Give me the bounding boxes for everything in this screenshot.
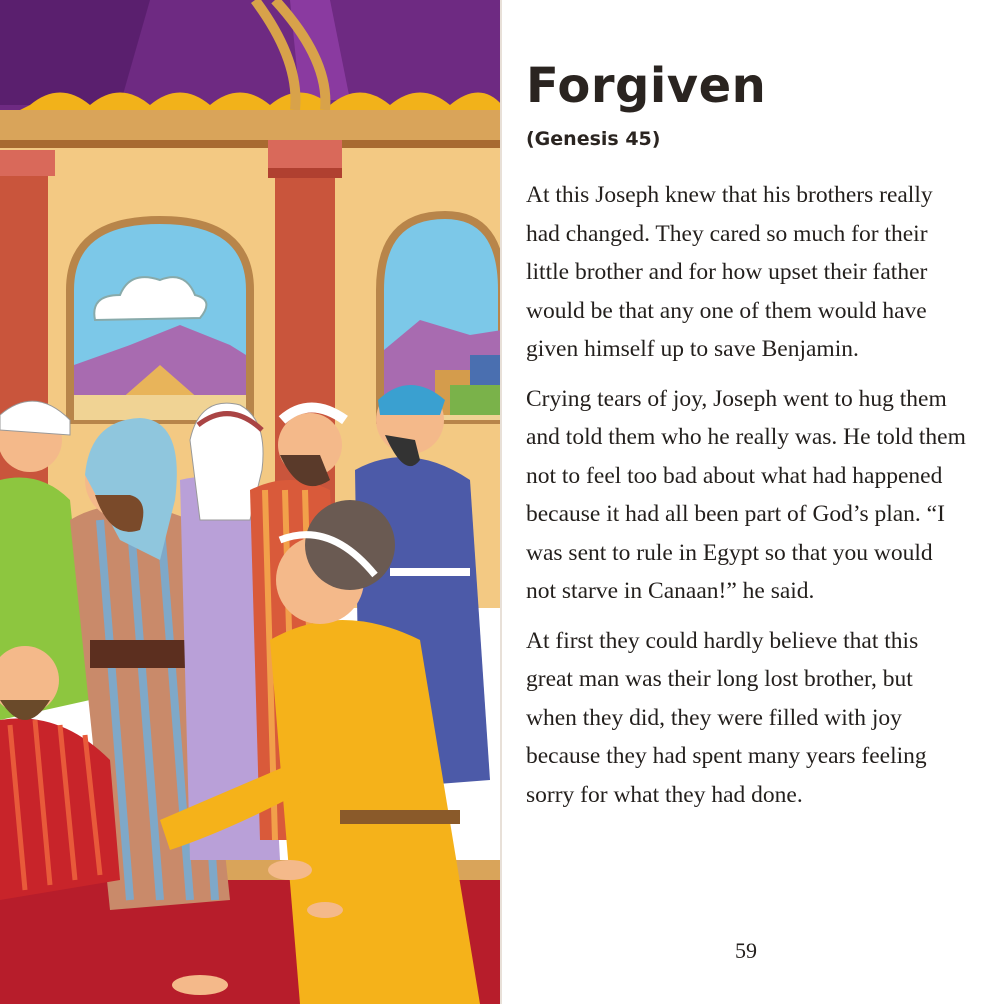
story-paragraph: At first they could hardly believe that this great man was their long lost brother, but when they did, they were filled with joy because they had spent many years feeling sorry for what they had done.	[526, 627, 927, 808]
story-paragraph: Crying tears of joy, Joseph went to hug them and told them who he really was. He told them not to feel too bad about what had happened because it had all been part of God’s plan. “I was sent to rule in Egypt so that you would not starve in Canaan!” he said.	[526, 385, 966, 604]
page-title: Forgiven	[526, 58, 767, 114]
story-paragraph: At this Joseph knew that his brothers really had changed. They cared so much for their little brother and for how upset their father would be that any one of them would have given himself up to save Benjamin.	[526, 182, 933, 362]
scripture-reference: (Genesis 45)	[526, 128, 661, 150]
page-number: 59	[735, 938, 757, 963]
text-column	[502, 0, 1000, 1004]
story-body	[526, 176, 966, 825]
